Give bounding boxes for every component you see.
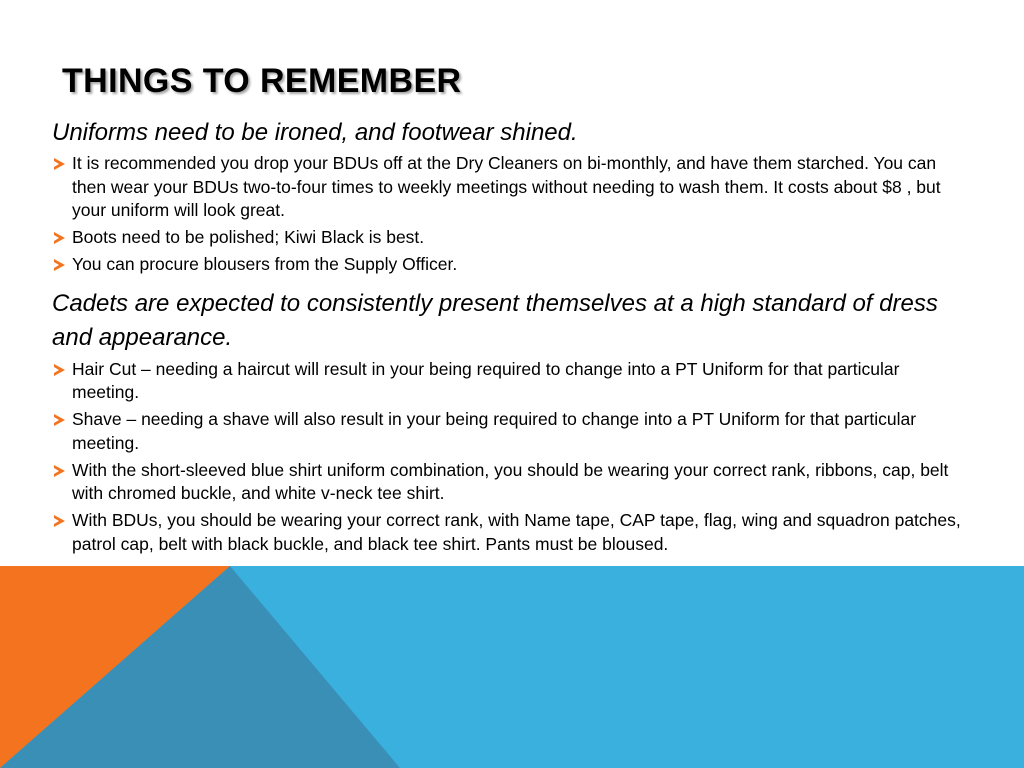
slide-body: [52, 116, 962, 560]
slide-title: THINGS TO REMEMBER: [62, 62, 462, 100]
bullet-item: [52, 253, 962, 277]
arrow-bullet-icon: [54, 515, 65, 527]
bullet-item: [52, 358, 962, 405]
arrow-bullet-icon: [54, 414, 65, 426]
bullet-item: [52, 152, 962, 223]
bullet-item: [52, 459, 962, 506]
arrow-bullet-icon: [54, 232, 65, 244]
section-heading: Cadets are expected to consistently present themselves at a high standard of dress and appearance.: [52, 289, 938, 351]
bullet-item: [52, 509, 962, 556]
bullet-text: It is recommended you drop your BDUs off at the Dry Cleaners on bi-monthly, and have them starched. You can then wear your BDUs two-to-four times to weekly meetings without needing to wash them. It costs about $8 , but your uniform will look great.: [72, 153, 941, 220]
arrow-bullet-icon: [54, 465, 65, 477]
footer-shapes: [0, 566, 1024, 768]
bullet-text: Boots need to be polished; Kiwi Black is best.: [72, 227, 425, 247]
section-heading: Uniforms need to be ironed, and footwear shined.: [52, 119, 578, 146]
bullet-list: [52, 152, 962, 277]
arrow-bullet-icon: [54, 364, 65, 376]
arrow-bullet-icon: [54, 158, 65, 170]
footer-decoration: [0, 566, 1024, 768]
bullet-text: Hair Cut – needing a haircut will result in your being required to change into a PT Uniform for that particular meeting.: [72, 358, 900, 402]
arrow-bullet-icon: [54, 259, 65, 271]
bullet-item: [52, 408, 962, 455]
bullet-text: With the short-sleeved blue shirt uniform combination, you should be wearing your correct rank, ribbons, cap, belt with chromed buckle, and white v-neck tee shirt.: [72, 459, 949, 503]
bullet-text: You can procure blousers from the Supply Officer.: [72, 254, 458, 274]
bullet-text: With BDUs, you should be wearing your correct rank, with Name tape, CAP tape, flag, wing and squadron patches, patrol cap, belt with black buckle, and black tee shirt. Pants must be bloused.: [72, 510, 961, 554]
bullet-list: [52, 358, 962, 557]
bullet-item: [52, 226, 962, 250]
bullet-text: Shave – needing a shave will also result in your being required to change into a PT Uniform for that particular meeting.: [72, 409, 917, 453]
